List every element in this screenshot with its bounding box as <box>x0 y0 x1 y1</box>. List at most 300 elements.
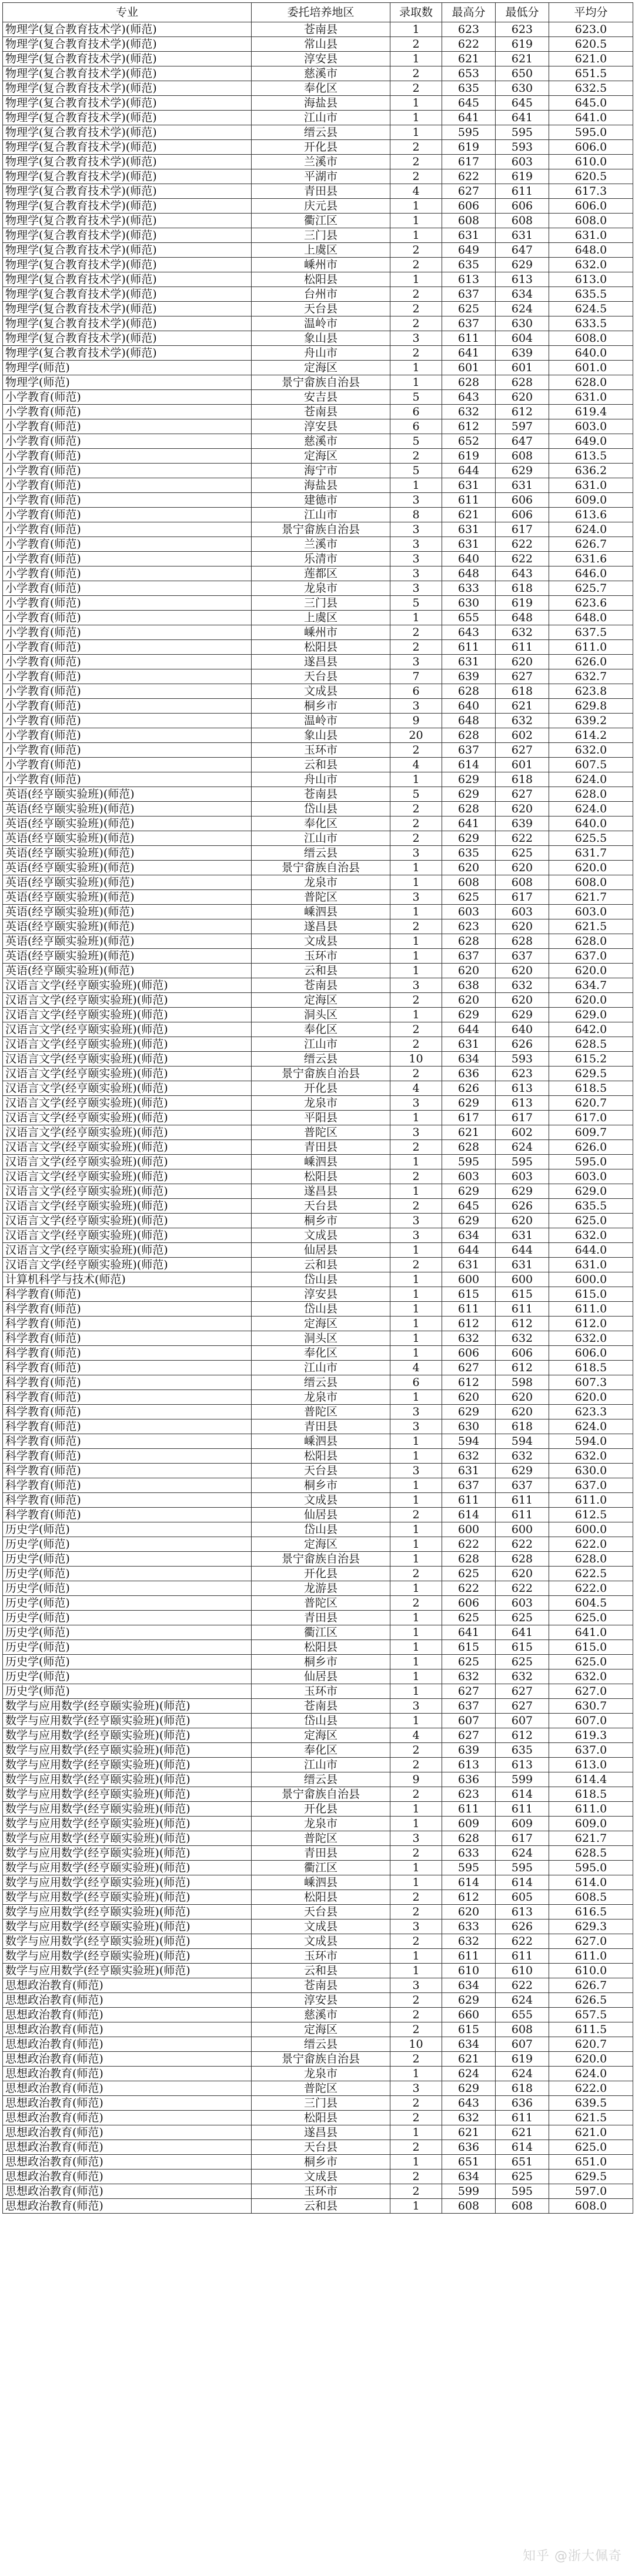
cell-major: 小学教育(师范) <box>3 596 252 611</box>
cell-max-score: 628 <box>442 684 496 699</box>
cell-major: 思想政治教育(师范) <box>3 2067 252 2081</box>
cell-region: 慈溪市 <box>252 66 390 81</box>
cell-major: 小学教育(师范) <box>3 669 252 684</box>
cell-major: 科学教育(师范) <box>3 1390 252 1405</box>
cell-region: 桐乡市 <box>252 699 390 714</box>
cell-min-score: 627 <box>496 787 549 802</box>
cell-admitted: 3 <box>390 699 442 714</box>
cell-admitted: 1 <box>390 1611 442 1625</box>
cell-avg-score: 620.0 <box>549 2052 633 2067</box>
cell-admitted: 2 <box>390 1787 442 1802</box>
cell-region: 文成县 <box>252 2170 390 2184</box>
cell-major: 科学教育(师范) <box>3 1508 252 1522</box>
cell-admitted: 2 <box>390 2096 442 2111</box>
cell-region: 苍南县 <box>252 1978 390 1993</box>
cell-region: 景宁畲族自治县 <box>252 375 390 390</box>
cell-admitted: 1 <box>390 1434 442 1449</box>
cell-major: 思想政治教育(师范) <box>3 2170 252 2184</box>
cell-max-score: 612 <box>442 1890 496 1905</box>
cell-major: 物理学(复合教育技术学)(师范) <box>3 140 252 155</box>
cell-min-score: 611 <box>496 1508 549 1522</box>
cell-min-score: 635 <box>496 1743 549 1758</box>
cell-min-score: 643 <box>496 566 549 581</box>
cell-avg-score: 630.0 <box>549 1464 633 1478</box>
cell-region: 安吉县 <box>252 390 390 405</box>
cell-major: 小学教育(师范) <box>3 464 252 478</box>
cell-major: 小学教育(师范) <box>3 758 252 772</box>
table-row <box>3 1228 633 1243</box>
cell-max-score: 625 <box>442 890 496 905</box>
cell-region: 缙云县 <box>252 846 390 861</box>
cell-admitted: 1 <box>390 478 442 493</box>
cell-max-score: 638 <box>442 978 496 993</box>
cell-admitted: 1 <box>390 1522 442 1537</box>
table-row <box>3 566 633 581</box>
cell-region: 上虞区 <box>252 611 390 625</box>
cell-region: 文成县 <box>252 934 390 949</box>
cell-max-score: 631 <box>442 1258 496 1272</box>
cell-admitted: 2 <box>390 140 442 155</box>
cell-avg-score: 632.7 <box>549 669 633 684</box>
cell-max-score: 648 <box>442 566 496 581</box>
cell-max-score: 628 <box>442 1552 496 1567</box>
cell-major: 历史学(师范) <box>3 1537 252 1552</box>
cell-region: 海盐县 <box>252 96 390 111</box>
cell-major: 物理学(师范) <box>3 361 252 375</box>
cell-min-score: 610 <box>496 1964 549 1978</box>
cell-major: 小学教育(师范) <box>3 508 252 522</box>
cell-major: 历史学(师范) <box>3 1552 252 1567</box>
cell-major: 物理学(复合教育技术学)(师范) <box>3 66 252 81</box>
cell-avg-score: 595.0 <box>549 1155 633 1169</box>
cell-avg-score: 626.5 <box>549 1993 633 2008</box>
cell-max-score: 643 <box>442 625 496 640</box>
cell-avg-score: 611.5 <box>549 2022 633 2037</box>
table-row <box>3 1449 633 1464</box>
cell-admitted: 2 <box>390 1022 442 1037</box>
cell-admitted: 10 <box>390 2037 442 2052</box>
cell-max-score: 608 <box>442 2199 496 2214</box>
cell-admitted: 1 <box>390 2155 442 2170</box>
cell-max-score: 622 <box>442 1581 496 1596</box>
cell-avg-score: 617.0 <box>549 1111 633 1125</box>
cell-max-score: 628 <box>442 1140 496 1155</box>
cell-avg-score: 635.5 <box>549 1199 633 1214</box>
cell-min-score: 629 <box>496 464 549 478</box>
cell-major: 思想政治教育(师范) <box>3 2199 252 2214</box>
cell-major: 数学与应用数学(经亨颐实验班)(师范) <box>3 1772 252 1787</box>
table-row <box>3 228 633 243</box>
cell-max-score: 603 <box>442 1169 496 1184</box>
cell-min-score: 613 <box>496 1096 549 1111</box>
cell-major: 小学教育(师范) <box>3 552 252 566</box>
cell-major: 小学教育(师范) <box>3 611 252 625</box>
cell-avg-score: 614.0 <box>549 1875 633 1890</box>
cell-min-score: 647 <box>496 434 549 449</box>
cell-major: 数学与应用数学(经亨颐实验班)(师范) <box>3 1949 252 1964</box>
cell-region: 江山市 <box>252 111 390 125</box>
cell-major: 数学与应用数学(经亨颐实验班)(师范) <box>3 1817 252 1831</box>
cell-major: 小学教育(师范) <box>3 566 252 581</box>
cell-avg-score: 603.0 <box>549 419 633 434</box>
cell-min-score: 618 <box>496 2081 549 2096</box>
cell-major: 数学与应用数学(经亨颐实验班)(师范) <box>3 1787 252 1802</box>
cell-admitted: 3 <box>390 493 442 508</box>
cell-min-score: 611 <box>496 1949 549 1964</box>
table-row <box>3 1199 633 1214</box>
cell-max-score: 594 <box>442 1434 496 1449</box>
cell-region: 玉环市 <box>252 743 390 758</box>
cell-max-score: 622 <box>442 169 496 184</box>
cell-min-score: 631 <box>496 1228 549 1243</box>
cell-min-score: 637 <box>496 1478 549 1493</box>
cell-max-score: 615 <box>442 1287 496 1302</box>
cell-min-score: 641 <box>496 1625 549 1640</box>
cell-admitted: 1 <box>390 375 442 390</box>
table-row <box>3 478 633 493</box>
cell-admitted: 3 <box>390 890 442 905</box>
cell-avg-score: 620.5 <box>549 37 633 52</box>
table-row <box>3 508 633 522</box>
cell-min-score: 603 <box>496 155 549 169</box>
table-row <box>3 405 633 419</box>
cell-min-score: 607 <box>496 1714 549 1728</box>
cell-major: 思想政治教育(师范) <box>3 2096 252 2111</box>
cell-max-score: 632 <box>442 1669 496 1684</box>
cell-major: 小学教育(师范) <box>3 434 252 449</box>
cell-max-score: 623 <box>442 919 496 934</box>
cell-admitted: 2 <box>390 1508 442 1522</box>
cell-min-score: 611 <box>496 184 549 199</box>
cell-admitted: 1 <box>390 1478 442 1493</box>
cell-min-score: 620 <box>496 1390 549 1405</box>
cell-max-score: 620 <box>442 993 496 1008</box>
cell-max-score: 637 <box>442 949 496 964</box>
cell-min-score: 624 <box>496 2067 549 2081</box>
cell-max-score: 606 <box>442 1596 496 1611</box>
cell-region: 岱山县 <box>252 802 390 817</box>
table-row <box>3 2111 633 2125</box>
cell-max-score: 611 <box>442 640 496 655</box>
cell-region: 青田县 <box>252 184 390 199</box>
cell-admitted: 1 <box>390 1449 442 1464</box>
cell-avg-score: 632.5 <box>549 81 633 96</box>
cell-max-score: 619 <box>442 449 496 464</box>
cell-region: 天台县 <box>252 2140 390 2155</box>
table-row <box>3 890 633 905</box>
table-header-row <box>3 3 633 22</box>
table-row <box>3 640 633 655</box>
cell-region: 桐乡市 <box>252 2155 390 2170</box>
cell-avg-score: 637.0 <box>549 949 633 964</box>
cell-region: 松阳县 <box>252 1640 390 1655</box>
cell-avg-score: 622.0 <box>549 2081 633 2096</box>
table-row <box>3 1978 633 1993</box>
cell-max-score: 628 <box>442 728 496 743</box>
cell-max-score: 629 <box>442 1008 496 1022</box>
cell-region: 龙游县 <box>252 1581 390 1596</box>
table-row <box>3 1625 633 1640</box>
cell-major: 英语(经亨颐实验班)(师范) <box>3 846 252 861</box>
cell-admitted: 6 <box>390 684 442 699</box>
cell-max-score: 645 <box>442 1199 496 1214</box>
cell-max-score: 632 <box>442 2111 496 2125</box>
table-row <box>3 2022 633 2037</box>
cell-max-score: 631 <box>442 655 496 669</box>
cell-major: 汉语言文学(经亨颐实验班)(师范) <box>3 1096 252 1111</box>
cell-max-score: 629 <box>442 772 496 787</box>
cell-min-score: 608 <box>496 2199 549 2214</box>
table-row <box>3 1125 633 1140</box>
cell-avg-score: 608.5 <box>549 1890 633 1905</box>
cell-major: 物理学(复合教育技术学)(师范) <box>3 184 252 199</box>
cell-major: 英语(经亨颐实验班)(师范) <box>3 861 252 875</box>
cell-admitted: 1 <box>390 1272 442 1287</box>
cell-max-score: 641 <box>442 346 496 361</box>
table-row <box>3 1964 633 1978</box>
cell-avg-score: 604.5 <box>549 1596 633 1611</box>
cell-min-score: 608 <box>496 214 549 228</box>
cell-region: 定海区 <box>252 1537 390 1552</box>
cell-admitted: 1 <box>390 1346 442 1361</box>
cell-min-score: 629 <box>496 1184 549 1199</box>
cell-max-score: 636 <box>442 1772 496 1787</box>
cell-max-score: 610 <box>442 1964 496 1978</box>
cell-min-score: 613 <box>496 272 549 287</box>
cell-max-score: 629 <box>442 1184 496 1199</box>
cell-region: 文成县 <box>252 1228 390 1243</box>
table-row <box>3 1067 633 1081</box>
table-row <box>3 1243 633 1258</box>
cell-admitted: 2 <box>390 1067 442 1081</box>
cell-admitted: 2 <box>390 802 442 817</box>
cell-major: 小学教育(师范) <box>3 714 252 728</box>
cell-major: 物理学(复合教育技术学)(师范) <box>3 214 252 228</box>
cell-max-score: 613 <box>442 272 496 287</box>
cell-max-score: 641 <box>442 111 496 125</box>
cell-admitted: 1 <box>390 934 442 949</box>
cell-major: 小学教育(师范) <box>3 772 252 787</box>
cell-region: 嵊泗县 <box>252 1434 390 1449</box>
cell-admitted: 2 <box>390 743 442 758</box>
cell-max-score: 625 <box>442 302 496 316</box>
cell-region: 景宁畲族自治县 <box>252 861 390 875</box>
cell-admitted: 2 <box>390 1169 442 1184</box>
cell-min-score: 600 <box>496 1522 549 1537</box>
cell-max-score: 612 <box>442 1375 496 1390</box>
cell-major: 英语(经亨颐实验班)(师范) <box>3 817 252 831</box>
table-row <box>3 1875 633 1890</box>
cell-max-score: 627 <box>442 1361 496 1375</box>
cell-max-score: 601 <box>442 361 496 375</box>
cell-major: 汉语言文学(经亨颐实验班)(师范) <box>3 1008 252 1022</box>
cell-min-score: 603 <box>496 1169 549 1184</box>
table-row <box>3 1419 633 1434</box>
cell-max-score: 611 <box>442 1493 496 1508</box>
cell-avg-score: 624.0 <box>549 772 633 787</box>
cell-major: 小学教育(师范) <box>3 493 252 508</box>
cell-avg-score: 631.7 <box>549 846 633 861</box>
cell-major: 汉语言文学(经亨颐实验班)(师范) <box>3 1258 252 1272</box>
cell-avg-score: 619.3 <box>549 1728 633 1743</box>
cell-major: 汉语言文学(经亨颐实验班)(师范) <box>3 1037 252 1052</box>
cell-admitted: 2 <box>390 1890 442 1905</box>
cell-region: 龙泉市 <box>252 581 390 596</box>
cell-region: 象山县 <box>252 331 390 346</box>
cell-max-score: 629 <box>442 1993 496 2008</box>
cell-avg-score: 600.0 <box>549 1272 633 1287</box>
cell-min-score: 619 <box>496 37 549 52</box>
cell-region: 苍南县 <box>252 1699 390 1714</box>
cell-avg-score: 628.0 <box>549 1552 633 1567</box>
cell-max-score: 634 <box>442 1978 496 1993</box>
cell-max-score: 629 <box>442 1405 496 1419</box>
cell-major: 历史学(师范) <box>3 1669 252 1684</box>
cell-region: 莲都区 <box>252 566 390 581</box>
cell-min-score: 600 <box>496 1272 549 1287</box>
cell-avg-score: 621.0 <box>549 2125 633 2140</box>
cell-admitted: 3 <box>390 978 442 993</box>
cell-region: 普陀区 <box>252 1405 390 1419</box>
cell-admitted: 1 <box>390 1655 442 1669</box>
cell-region: 象山县 <box>252 728 390 743</box>
table-row <box>3 1272 633 1287</box>
cell-avg-score: 613.0 <box>549 1758 633 1772</box>
cell-region: 海宁市 <box>252 464 390 478</box>
cell-min-score: 630 <box>496 81 549 96</box>
cell-region: 奉化区 <box>252 1022 390 1037</box>
cell-admitted: 7 <box>390 669 442 684</box>
table-row <box>3 2037 633 2052</box>
cell-major: 汉语言文学(经亨颐实验班)(师范) <box>3 1243 252 1258</box>
cell-region: 苍南县 <box>252 405 390 419</box>
cell-admitted: 2 <box>390 640 442 655</box>
cell-region: 奉化区 <box>252 81 390 96</box>
cell-admitted: 3 <box>390 1831 442 1846</box>
cell-admitted: 1 <box>390 1817 442 1831</box>
cell-max-score: 652 <box>442 434 496 449</box>
cell-admitted: 2 <box>390 302 442 316</box>
cell-min-score: 630 <box>496 316 549 331</box>
admission-table <box>2 2 633 2214</box>
cell-max-score: 623 <box>442 22 496 37</box>
cell-max-score: 622 <box>442 37 496 52</box>
cell-max-score: 633 <box>442 1846 496 1861</box>
cell-major: 科学教育(师范) <box>3 1449 252 1464</box>
cell-avg-score: 629.0 <box>549 1008 633 1022</box>
cell-admitted: 3 <box>390 331 442 346</box>
table-row <box>3 155 633 169</box>
cell-major: 英语(经亨颐实验班)(师范) <box>3 905 252 919</box>
cell-max-score: 621 <box>442 2052 496 2067</box>
cell-min-score: 622 <box>496 1978 549 1993</box>
watermark-text: 知乎 @浙大佩奇 <box>523 2549 622 2564</box>
cell-region: 淳安县 <box>252 1993 390 2008</box>
cell-avg-score: 614.2 <box>549 728 633 743</box>
cell-max-score: 643 <box>442 2096 496 2111</box>
cell-min-score: 613 <box>496 1758 549 1772</box>
cell-avg-score: 608.0 <box>549 875 633 890</box>
cell-avg-score: 612.5 <box>549 1508 633 1522</box>
cell-max-score: 631 <box>442 1464 496 1478</box>
header-max-score: 最高分 <box>442 3 496 22</box>
cell-major: 物理学(复合教育技术学)(师范) <box>3 199 252 214</box>
cell-min-score: 622 <box>496 1934 549 1949</box>
cell-min-score: 613 <box>496 1905 549 1919</box>
cell-max-score: 595 <box>442 1861 496 1875</box>
cell-admitted: 2 <box>390 316 442 331</box>
cell-min-score: 622 <box>496 552 549 566</box>
cell-admitted: 2 <box>390 155 442 169</box>
cell-region: 青田县 <box>252 1419 390 1434</box>
table-row <box>3 1640 633 1655</box>
cell-max-score: 625 <box>442 1611 496 1625</box>
cell-max-score: 628 <box>442 802 496 817</box>
cell-major: 汉语言文学(经亨颐实验班)(师范) <box>3 1052 252 1067</box>
cell-avg-score: 621.7 <box>549 890 633 905</box>
cell-max-score: 609 <box>442 1817 496 1831</box>
cell-major: 英语(经亨颐实验班)(师范) <box>3 890 252 905</box>
cell-min-score: 629 <box>496 258 549 272</box>
cell-region: 江山市 <box>252 1361 390 1375</box>
table-row <box>3 434 633 449</box>
cell-max-score: 639 <box>442 669 496 684</box>
table-row <box>3 1537 633 1552</box>
cell-region: 奉化区 <box>252 1346 390 1361</box>
cell-min-score: 644 <box>496 1243 549 1258</box>
cell-avg-score: 631.0 <box>549 390 633 405</box>
cell-min-score: 628 <box>496 1552 549 1567</box>
cell-avg-score: 613.0 <box>549 272 633 287</box>
cell-min-score: 611 <box>496 1302 549 1317</box>
cell-max-score: 608 <box>442 214 496 228</box>
cell-admitted: 2 <box>390 1140 442 1155</box>
cell-avg-score: 625.0 <box>549 2140 633 2155</box>
cell-admitted: 2 <box>390 831 442 846</box>
table-row <box>3 1552 633 1567</box>
cell-avg-score: 611.0 <box>549 640 633 655</box>
cell-major: 英语(经亨颐实验班)(师范) <box>3 934 252 949</box>
cell-admitted: 1 <box>390 214 442 228</box>
cell-admitted: 8 <box>390 508 442 522</box>
table-row <box>3 1846 633 1861</box>
table-row <box>3 243 633 258</box>
cell-avg-score: 651.0 <box>549 2155 633 2170</box>
cell-region: 舟山市 <box>252 772 390 787</box>
cell-admitted: 1 <box>390 1111 442 1125</box>
table-row <box>3 978 633 993</box>
table-row <box>3 390 633 405</box>
cell-avg-score: 620.7 <box>549 1096 633 1111</box>
cell-admitted: 1 <box>390 1684 442 1699</box>
cell-max-score: 607 <box>442 1714 496 1728</box>
cell-avg-score: 607.0 <box>549 1714 633 1728</box>
cell-max-score: 627 <box>442 184 496 199</box>
cell-min-score: 603 <box>496 905 549 919</box>
cell-region: 建德市 <box>252 493 390 508</box>
cell-max-score: 620 <box>442 1390 496 1405</box>
cell-max-score: 619 <box>442 140 496 155</box>
table-row <box>3 96 633 111</box>
table-row <box>3 1008 633 1022</box>
cell-major: 科学教育(师范) <box>3 1346 252 1361</box>
cell-avg-score: 613.6 <box>549 508 633 522</box>
cell-avg-score: 614.4 <box>549 1772 633 1787</box>
cell-major: 数学与应用数学(经亨颐实验班)(师范) <box>3 1919 252 1934</box>
cell-min-score: 629 <box>496 1464 549 1478</box>
cell-region: 天台县 <box>252 1464 390 1478</box>
cell-max-score: 614 <box>442 758 496 772</box>
